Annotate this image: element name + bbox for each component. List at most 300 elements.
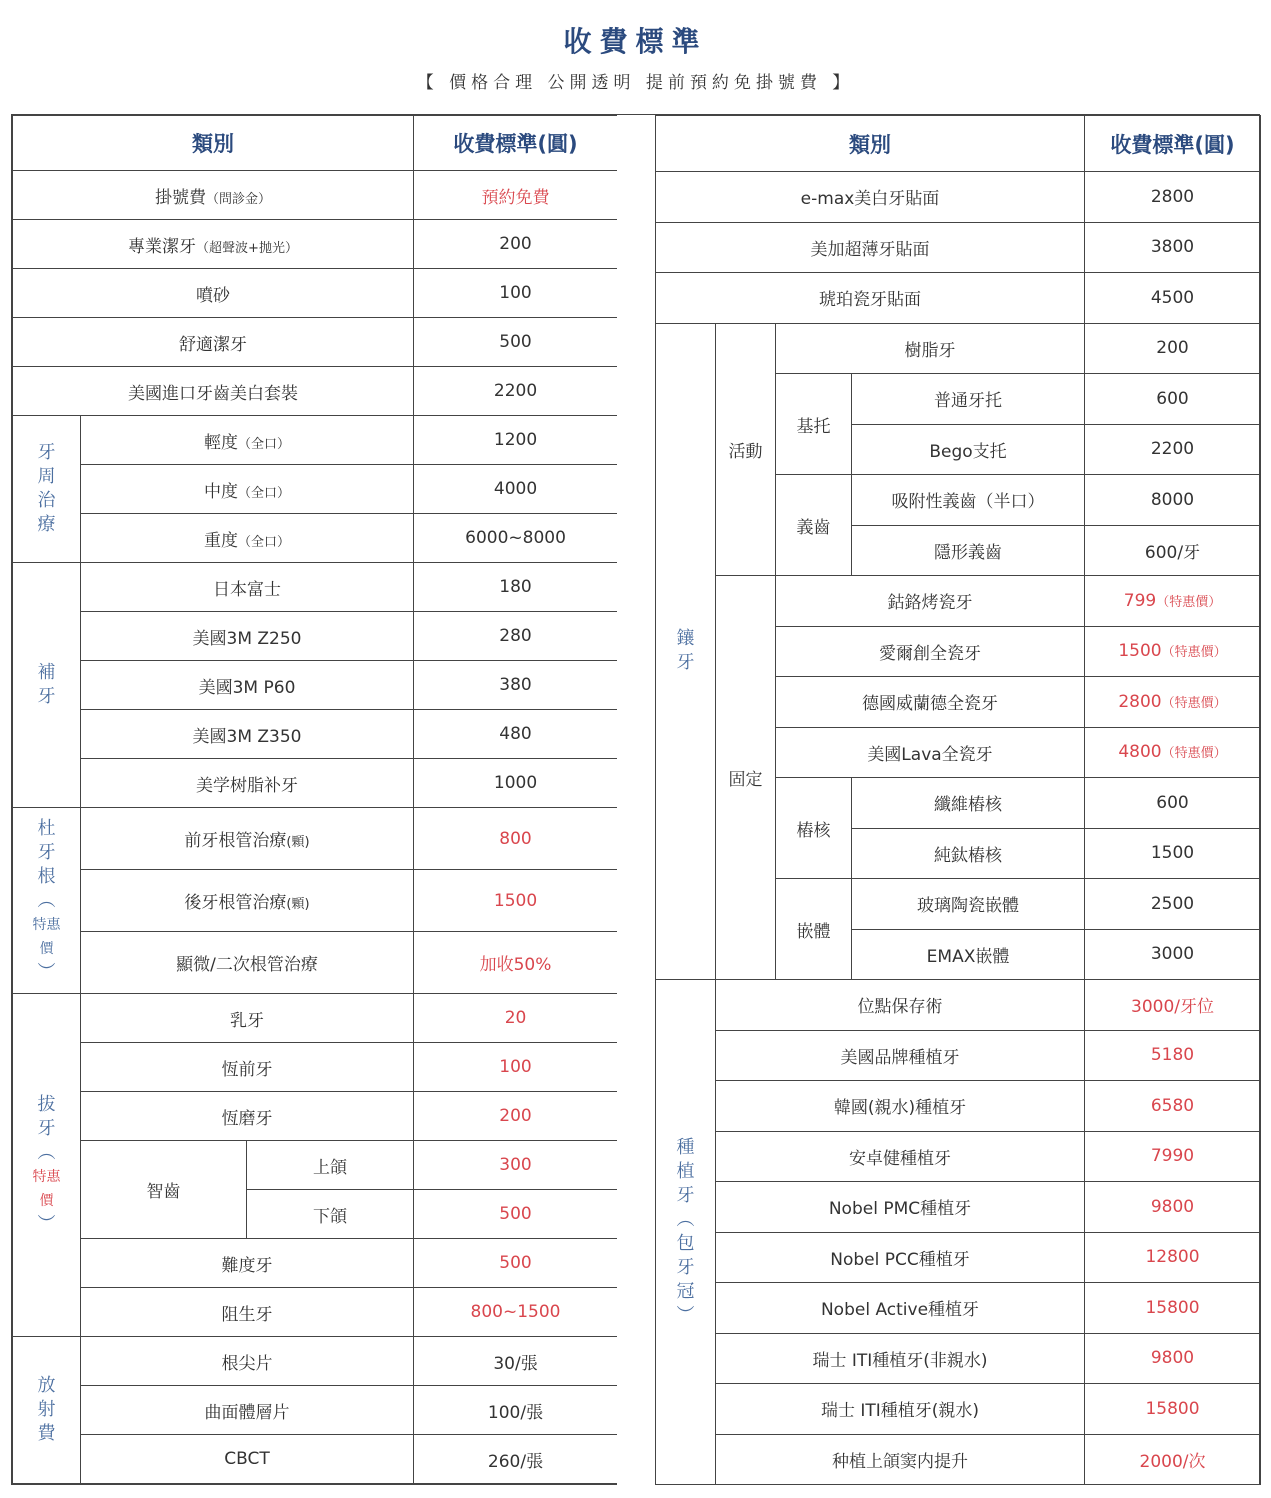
wisdom-tooth-label: 智齒 [81, 1141, 247, 1239]
item-name-cell [81, 1288, 414, 1337]
table-row [13, 269, 618, 318]
subgroup-label: 樁核 [776, 778, 852, 879]
item-price-cell [1085, 828, 1261, 879]
table-row [13, 563, 618, 612]
item-price: 15800 [1145, 1398, 1200, 1419]
item-name-cell [716, 1030, 1085, 1081]
table-row [13, 416, 618, 465]
item-name-cell [852, 828, 1085, 879]
category-label-note: 價 [39, 940, 54, 957]
item-name: 美國3M Z250 [192, 628, 302, 649]
item-name: 瑞士 ITI種植牙(非親水) [812, 1350, 988, 1371]
item-price-cell [1085, 1333, 1261, 1384]
item-name: 美國進口牙齒美白套裝 [128, 383, 298, 404]
item-price: 2000/次 [1139, 1451, 1206, 1472]
item-price: 260/張 [487, 1451, 544, 1472]
item-price: 20 [504, 1008, 527, 1028]
item-price-cell [414, 514, 618, 563]
category-label-char: ︶ [676, 1305, 695, 1326]
item-price: 15800 [1145, 1297, 1200, 1318]
item-price: 2800 [1118, 691, 1162, 712]
category-label-char: ︵ [37, 1142, 56, 1163]
table-row [13, 367, 618, 416]
table-row [656, 1384, 1261, 1435]
item-name-cell [81, 808, 414, 870]
item-price: 300 [499, 1155, 532, 1175]
table-row [656, 172, 1261, 223]
removable-label: 活動 [716, 323, 776, 576]
item-price-cell [414, 220, 618, 269]
item-name-cell [81, 416, 414, 465]
item-price: 8000 [1150, 489, 1195, 510]
item-price: 3800 [1150, 237, 1195, 258]
item-price: 3000/牙位 [1131, 997, 1214, 1018]
item-price-cell [414, 465, 618, 514]
category-label-char: 牙 [676, 1257, 695, 1278]
item-name: Nobel PMC種植牙 [828, 1199, 972, 1220]
item-price-cell [1085, 677, 1261, 728]
table-row [656, 1131, 1261, 1182]
fixed-label: 固定 [716, 576, 776, 980]
item-name-cell [776, 626, 1085, 677]
table-row [13, 870, 618, 932]
item-price-cell [414, 1337, 618, 1386]
item-name: 樹脂牙 [904, 340, 956, 361]
item-price-cell [414, 416, 618, 465]
item-name-cell [716, 1081, 1085, 1132]
table-row [13, 171, 618, 220]
table-row [656, 1081, 1261, 1132]
item-name-cell [716, 1384, 1085, 1435]
item-price: 100 [499, 1057, 532, 1077]
item-name: 中度 [204, 481, 238, 502]
item-name: 舒適潔牙 [179, 334, 247, 355]
item-note: （問診金） [206, 191, 272, 207]
item-price: 7990 [1150, 1146, 1195, 1167]
item-price: 480 [499, 724, 532, 744]
item-price: 9800 [1150, 1348, 1195, 1369]
item-name: Nobel PCC種植牙 [830, 1249, 970, 1270]
item-name-cell [81, 465, 414, 514]
item-name: 美國Lava全瓷牙 [867, 744, 993, 765]
item-name: 顯微/二次根管治療 [176, 955, 318, 975]
item-price-note: （特惠價） [1161, 645, 1227, 661]
item-name-cell [13, 367, 414, 416]
item-note: （全口） [238, 485, 291, 501]
table-row [13, 710, 618, 759]
item-name: 乳牙 [230, 1010, 264, 1031]
item-name-cell [13, 269, 414, 318]
item-price: 2200 [1150, 439, 1195, 460]
item-price: 200 [499, 234, 532, 254]
category-label-note: 特惠 [32, 916, 61, 933]
category-label-char: 牙 [676, 1185, 695, 1206]
item-price: 1500 [1150, 843, 1195, 864]
item-price-cell [414, 1190, 618, 1239]
item-name: 恆前牙 [221, 1059, 273, 1080]
category-label-char: 種 [676, 1137, 695, 1158]
page-subtitle: 【 價格合理 公開透明 提前預約免掛號費 】 [416, 73, 855, 93]
category-label-char: 拔 [37, 1094, 56, 1115]
item-name: 纖維樁核 [934, 795, 1002, 816]
item-name: 前牙根管治療 [184, 831, 287, 851]
item-price-cell [1085, 475, 1261, 526]
item-price-cell [1085, 1182, 1261, 1233]
table-row [13, 1043, 618, 1092]
category-label-char: 根 [37, 865, 56, 887]
item-price: 6000~8000 [465, 528, 566, 548]
item-price: 加收50% [479, 955, 552, 975]
item-name: 根尖片 [221, 1353, 273, 1374]
item-price-cell [414, 994, 618, 1043]
category-label-char: 杜 [37, 817, 56, 839]
item-name-cell [852, 778, 1085, 829]
item-price-cell [414, 808, 618, 870]
item-price-cell [414, 269, 618, 318]
item-price-cell [1085, 727, 1261, 778]
item-name: 种植上頜窦内提升 [832, 1451, 968, 1472]
right-price-table [655, 115, 1261, 1485]
item-price-note: （特惠價） [1161, 746, 1227, 762]
item-name: 輕度 [204, 432, 238, 453]
item-name-cell [716, 1283, 1085, 1334]
category-label-char: 牙 [37, 686, 56, 707]
table-row [656, 323, 1261, 374]
category-header: 類別 [656, 116, 1085, 172]
item-price-cell [1085, 1434, 1261, 1485]
category-label-char: 植 [676, 1161, 695, 1182]
item-name: e-max美白牙貼面 [800, 189, 940, 210]
item-price-cell [414, 759, 618, 808]
category-label-char: 放 [37, 1375, 56, 1396]
category-header: 類別 [13, 116, 414, 171]
item-name: 掛號費 [155, 187, 206, 208]
item-price-cell [1085, 222, 1261, 273]
item-name-cell [13, 220, 414, 269]
item-name-cell [716, 1232, 1085, 1283]
item-price-cell [414, 318, 618, 367]
item-name: 美國3M Z350 [192, 726, 302, 747]
item-name-cell [81, 612, 414, 661]
category-label-char: 牙 [37, 442, 56, 463]
item-price-cell [414, 1043, 618, 1092]
item-price: 2500 [1150, 893, 1195, 914]
category-label-char: 治 [37, 490, 56, 511]
item-name-cell [656, 172, 1085, 223]
item-name: 重度 [204, 530, 238, 551]
category-label [13, 808, 81, 994]
item-name-cell [852, 424, 1085, 475]
table-row [13, 1288, 618, 1337]
category-label-char: 牙 [676, 652, 695, 674]
item-price: 1500 [1118, 641, 1162, 662]
item-price-cell [414, 1386, 618, 1435]
item-name: 韓國(親水)種植牙 [833, 1098, 967, 1119]
item-price-note: （特惠價） [1156, 594, 1222, 610]
table-row [13, 759, 618, 808]
item-price: 100 [499, 283, 532, 303]
item-price: 100/張 [487, 1402, 544, 1423]
table-row [13, 612, 618, 661]
item-name: 日本富士 [213, 579, 281, 600]
item-price: 600/牙 [1144, 542, 1201, 563]
item-price: 600 [1156, 388, 1189, 409]
item-price: 6580 [1150, 1095, 1195, 1116]
category-label-char: 費 [37, 1423, 56, 1444]
category-label-char: ︶ [37, 1214, 56, 1235]
item-price-cell [1085, 1232, 1261, 1283]
item-price: 30/張 [493, 1353, 538, 1374]
item-name: 美加超薄牙貼面 [810, 239, 930, 260]
item-price-cell [1085, 929, 1261, 980]
category-label-char: 冠 [676, 1281, 695, 1302]
item-name: 德國威蘭德全瓷牙 [862, 694, 998, 715]
table-row [656, 1232, 1261, 1283]
item-price: 500 [499, 332, 532, 352]
category-label [13, 994, 81, 1337]
item-name: 曲面體層片 [204, 1402, 290, 1423]
item-name-cell [81, 1435, 414, 1484]
item-note: (顆) [286, 897, 310, 912]
item-name-cell [852, 879, 1085, 930]
left-price-table [12, 115, 618, 1484]
item-name-cell [716, 1131, 1085, 1182]
item-note: （全口） [238, 534, 291, 550]
item-price-cell [1085, 778, 1261, 829]
table-row [656, 1182, 1261, 1233]
item-price-cell [1085, 172, 1261, 223]
item-name-cell [81, 710, 414, 759]
category-label [656, 980, 716, 1485]
price-header: 收費標準(圓) [414, 116, 618, 171]
category-label-note: 特惠 [32, 1169, 61, 1185]
item-name-cell [716, 1434, 1085, 1485]
item-price-cell [414, 1092, 618, 1141]
item-name-cell [656, 273, 1085, 324]
category-label-char: 射 [37, 1399, 56, 1420]
item-price: 預約免費 [481, 187, 550, 208]
item-name-cell [776, 727, 1085, 778]
column-gap [617, 115, 655, 1485]
item-price-cell [414, 661, 618, 710]
price-header: 收費標準(圓) [1085, 116, 1261, 172]
item-name: 美國3M P60 [198, 677, 296, 698]
item-name-cell [81, 759, 414, 808]
item-price: 9800 [1150, 1196, 1195, 1217]
item-price: 12800 [1145, 1247, 1200, 1268]
item-name-cell [852, 525, 1085, 576]
table-row [13, 1337, 618, 1386]
table-row [13, 994, 618, 1043]
item-price-note: （特惠價） [1161, 695, 1227, 711]
item-name-cell [81, 994, 414, 1043]
item-price-cell [414, 563, 618, 612]
item-price-cell [1085, 1283, 1261, 1334]
wisdom-upper-label: 上頜 [247, 1141, 414, 1190]
category-label-char: 包 [676, 1233, 695, 1254]
item-price: 4000 [493, 479, 538, 499]
item-name: 噴砂 [196, 285, 230, 306]
item-note: （全口） [238, 436, 291, 452]
table-row [13, 1435, 618, 1484]
item-price-cell [1085, 576, 1261, 627]
item-price-cell [414, 612, 618, 661]
item-price: 800 [499, 828, 532, 849]
item-price-cell [414, 870, 618, 932]
item-price-cell [414, 171, 618, 220]
item-name: 安卓健種植牙 [849, 1148, 951, 1169]
item-price: 500 [499, 1204, 532, 1224]
item-price: 180 [499, 577, 532, 597]
item-name: 吸附性義齒（半口） [891, 492, 1045, 513]
item-price: 4800 [1118, 742, 1162, 763]
table-row [13, 1386, 618, 1435]
subgroup-label: 基托 [776, 374, 852, 475]
item-price-cell [1085, 980, 1261, 1031]
item-price: 799 [1123, 590, 1157, 611]
item-name: 美國品牌種植牙 [840, 1047, 960, 1068]
item-name: CBCT [224, 1449, 270, 1469]
category-label [13, 416, 81, 563]
table-row [13, 1141, 618, 1190]
item-name-cell [852, 475, 1085, 526]
item-price: 380 [499, 675, 532, 695]
item-name: 普通牙托 [934, 391, 1002, 412]
table-row [13, 220, 618, 269]
item-price-cell [1085, 525, 1261, 576]
category-label [656, 323, 716, 980]
category-label-char: 牙 [37, 841, 56, 863]
table-row [13, 808, 618, 870]
item-name: 阻生牙 [221, 1304, 273, 1325]
table-row [656, 1030, 1261, 1081]
item-name: 愛爾創全瓷牙 [879, 643, 981, 664]
item-name: 純鈦樁核 [934, 845, 1002, 866]
item-price: 800~1500 [470, 1302, 561, 1322]
item-price-cell [1085, 1131, 1261, 1182]
item-name-cell [776, 323, 1085, 374]
table-row [656, 1333, 1261, 1384]
item-name: 隱形義齒 [934, 542, 1002, 563]
item-price: 600 [1156, 792, 1189, 813]
item-price: 4500 [1150, 287, 1195, 308]
item-price-cell [1085, 1081, 1261, 1132]
category-label-char: 周 [37, 466, 56, 487]
category-label-note: 價 [39, 1193, 54, 1209]
item-name-cell [656, 222, 1085, 273]
table-row [13, 932, 618, 994]
table-row [13, 1092, 618, 1141]
table-row [13, 318, 618, 367]
item-price-cell [1085, 1030, 1261, 1081]
item-name-cell [81, 870, 414, 932]
item-price: 200 [1156, 338, 1189, 359]
item-name: 專業潔牙 [128, 236, 197, 257]
item-name-cell [81, 1337, 414, 1386]
item-price: 2200 [493, 381, 538, 401]
item-price: 1500 [493, 890, 538, 911]
item-name-cell [81, 661, 414, 710]
category-label-char: 鑲 [676, 628, 695, 650]
item-price: 1200 [493, 430, 538, 450]
table-row [656, 273, 1261, 324]
item-name-cell [81, 514, 414, 563]
table-row [656, 1434, 1261, 1485]
item-name: 琥珀瓷牙貼面 [819, 290, 921, 311]
item-name-cell [776, 576, 1085, 627]
item-name-cell [852, 929, 1085, 980]
item-price-cell [1085, 273, 1261, 324]
table-row [656, 980, 1261, 1031]
category-label [13, 563, 81, 808]
item-price-cell [1085, 323, 1261, 374]
item-note: (顆) [286, 835, 310, 850]
item-name-cell [81, 1043, 414, 1092]
item-name-cell [716, 1333, 1085, 1384]
page-title: 收費標準 [563, 25, 708, 58]
table-row [13, 661, 618, 710]
item-price: 200 [499, 1106, 532, 1126]
subgroup-label: 義齒 [776, 475, 852, 576]
table-row [13, 1239, 618, 1288]
table-row [656, 1283, 1261, 1334]
item-name: 美学树脂补牙 [196, 775, 298, 796]
subgroup-label: 嵌體 [776, 879, 852, 980]
item-name-cell [81, 1239, 414, 1288]
item-price-cell [414, 367, 618, 416]
wisdom-lower-label: 下頜 [247, 1190, 414, 1239]
item-name: 後牙根管治療 [184, 893, 287, 913]
category-label-char: ︵ [37, 889, 56, 911]
table-row [13, 514, 618, 563]
item-name: Bego支托 [929, 441, 1007, 462]
item-price-cell [1085, 374, 1261, 425]
item-name-cell [13, 171, 414, 220]
item-name-cell [716, 1182, 1085, 1233]
category-label-char: 補 [37, 662, 56, 683]
category-label-char: ︶ [37, 961, 56, 983]
item-price-cell [1085, 1384, 1261, 1435]
item-price-cell [414, 1288, 618, 1337]
item-price: 5180 [1150, 1045, 1195, 1066]
item-name-cell [81, 1386, 414, 1435]
item-price: 3000 [1150, 944, 1195, 965]
item-name: 瑞士 ITI種植牙(親水) [820, 1401, 980, 1422]
item-name: 鈷鉻烤瓷牙 [887, 593, 973, 614]
item-price: 1000 [493, 773, 538, 793]
item-price-cell [1085, 879, 1261, 930]
item-name-cell [716, 980, 1085, 1031]
item-price: 2800 [1150, 186, 1195, 207]
table-row [656, 576, 1261, 627]
item-name: 位點保存術 [857, 997, 943, 1018]
item-name-cell [81, 563, 414, 612]
item-name: Nobel Active種植牙 [820, 1300, 980, 1321]
item-price-cell [414, 932, 618, 994]
category-label [13, 1337, 81, 1484]
item-name-cell [852, 374, 1085, 425]
category-label-char: 牙 [37, 1118, 56, 1139]
item-name-cell [81, 1092, 414, 1141]
item-name-cell [776, 677, 1085, 728]
item-name-cell [13, 318, 414, 367]
item-price-cell [414, 1141, 618, 1190]
item-note: （超聲波+抛光） [196, 240, 298, 256]
item-name: 恆磨牙 [221, 1108, 273, 1129]
item-price: 280 [499, 626, 532, 646]
category-label-char: 療 [37, 514, 56, 535]
table-row [656, 222, 1261, 273]
